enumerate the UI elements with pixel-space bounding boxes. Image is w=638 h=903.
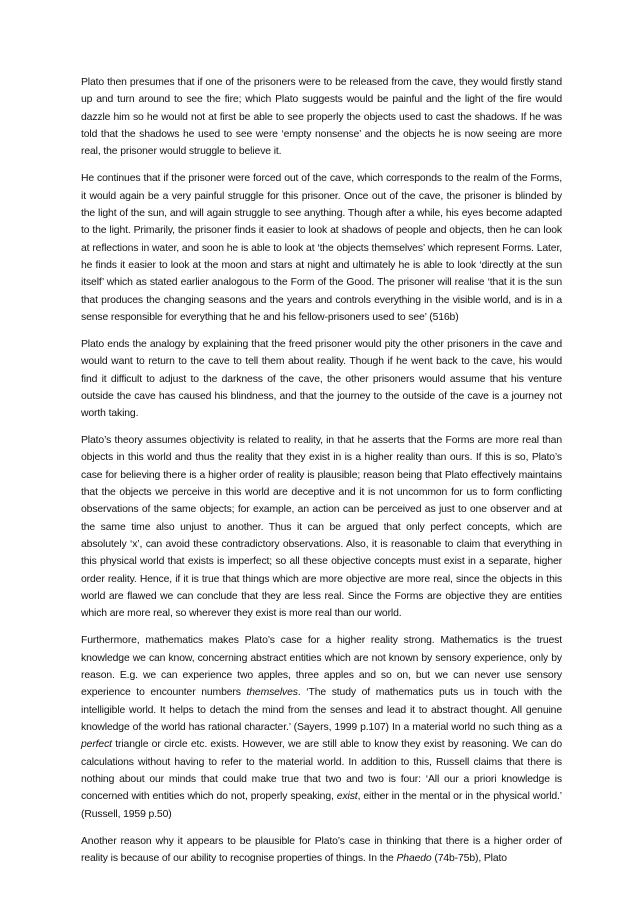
emphasis-themselves: themselves <box>246 687 298 699</box>
text-segment: He continues that if the prisoner were forced out of the cave, which corresponds to the realm of the Forms, it would again be a very painful struggle for this prisoner. Once out of the cave, the prisoner is blinded by the light of the sun, and will again struggle to see anything. Though after a while, his eyes become adapted to the light. Primarily, the prisoner finds it easier to look at shadows of people and objects, then he can look at reflections in water, and soon he is able to look at ‘the objects themselves’ which represent Forms. Later, he finds it easier to look at the moon and stars at night and ultimately he is able to look ‘directly at the sun itself’ which as stated earlier analogous to the Form of the Good. The prisoner will realise ‘that it is the sun that produces the changing seasons and the years and controls everything in the visible world, and is in a sense responsible for everything that he and his fellow-prisoners used to see’ (516b) <box>81 173 562 323</box>
paragraph-objectivity-reality <box>81 432 562 623</box>
emphasis-exist: exist <box>336 791 358 803</box>
paragraph-properties-phaedo <box>81 833 562 868</box>
text-segment: Plato then presumes that if one of the prisoners were to be released from the cave, they would firstly stand up and turn around to see the fire; which Plato suggests would be painful and the light of the fire would dazzle him so he would not at first be able to see properly the objects used to cast the shadows. If he was told that the shadows he used to see were ‘empty nonsense’ and the objects he is now seeing are more real, the prisoner would struggle to believe it. <box>81 77 562 158</box>
text-segment: Another reason why it appears to be plausible for Plato’s case in thinking that there is a higher order of reality is because of our ability to recognise properties of things. In the <box>81 835 562 864</box>
paragraph-released-prisoner <box>81 74 562 161</box>
paragraph-out-of-cave <box>81 170 562 326</box>
text-segment: . ‘The study of mathematics puts us in touch with the intelligible world. It helps to detach the mind from the senses and lead it to abstract thought. All genuine knowledge of the world has rational character.’ (Sayers, 1999 p.107) In a material world no such thing as a <box>81 687 562 734</box>
paragraph-mathematics <box>81 632 562 823</box>
emphasis-phaedo: Phaedo <box>396 852 432 864</box>
paragraph-analogy-ending <box>81 336 562 423</box>
text-segment: Furthermore, mathematics makes Plato’s case for a higher reality strong. Mathematics is the truest knowledge we can know, concerning abstract entities which are not known by sensory experience, only by reason. E.g. we can experience two apples, three apples and so on, but we can never use sensory experience to encounter numbers <box>81 635 562 699</box>
text-segment: triangle or circle etc. exists. However, we are still able to know they exist by reasoning. We can do calculations without having to refer to the material world. In addition to this, Russell claims that there is nothing about our minds that could make true that two and two is four: ‘All our a priori knowledge is concerned with entities which do not, properly speaking, <box>81 739 562 803</box>
text-segment: Plato ends the analogy by explaining that the freed prisoner would pity the other prisoners in the cave and would want to return to the cave to tell them about reality. Though if he went back to the cave, his would find it difficult to adjust to the darkness of the cave, the other prisoners would assume that his venture outside the cave has caused his blindness, and that the journey to the outside of the cave is a journey not worth taking. <box>81 338 562 420</box>
text-segment: (74b-75b), Plato <box>431 852 507 864</box>
emphasis-perfect: perfect <box>81 739 112 751</box>
text-segment: Plato’s theory assumes objectivity is related to reality, in that he asserts that the Forms are more real than objects in this world and thus the reality that they exist in is a higher reality than ours. If this is so, Plato’s case for believing there is a higher order of reality is plausible; reason being that Plato effectively maintains that the objects we perceive in this world are deceptive and it is not uncommon for us to form conflicting observations of the same objects; for example, an action can be perceived as just to one observer and at the same time also unjust to another. Thus it can be argued that only perfect concepts, which are absolutely ‘x’, can avoid these contradictory observations. Also, it is reasonable to claim that everything in this physical world that exists is imperfect; so all these objective concepts must exist in a separate, higher order reality. Hence, if it is true that things which are more objective are more real, since the objects in this world are flawed we can conclude that they are less real. Since the Forms are objective they are entities which are more real, so wherever they exist is more real than our world. <box>81 435 562 620</box>
text-segment: , either in the mental or in the physical world.’ (Russell, 1959 p.50) <box>81 791 562 820</box>
